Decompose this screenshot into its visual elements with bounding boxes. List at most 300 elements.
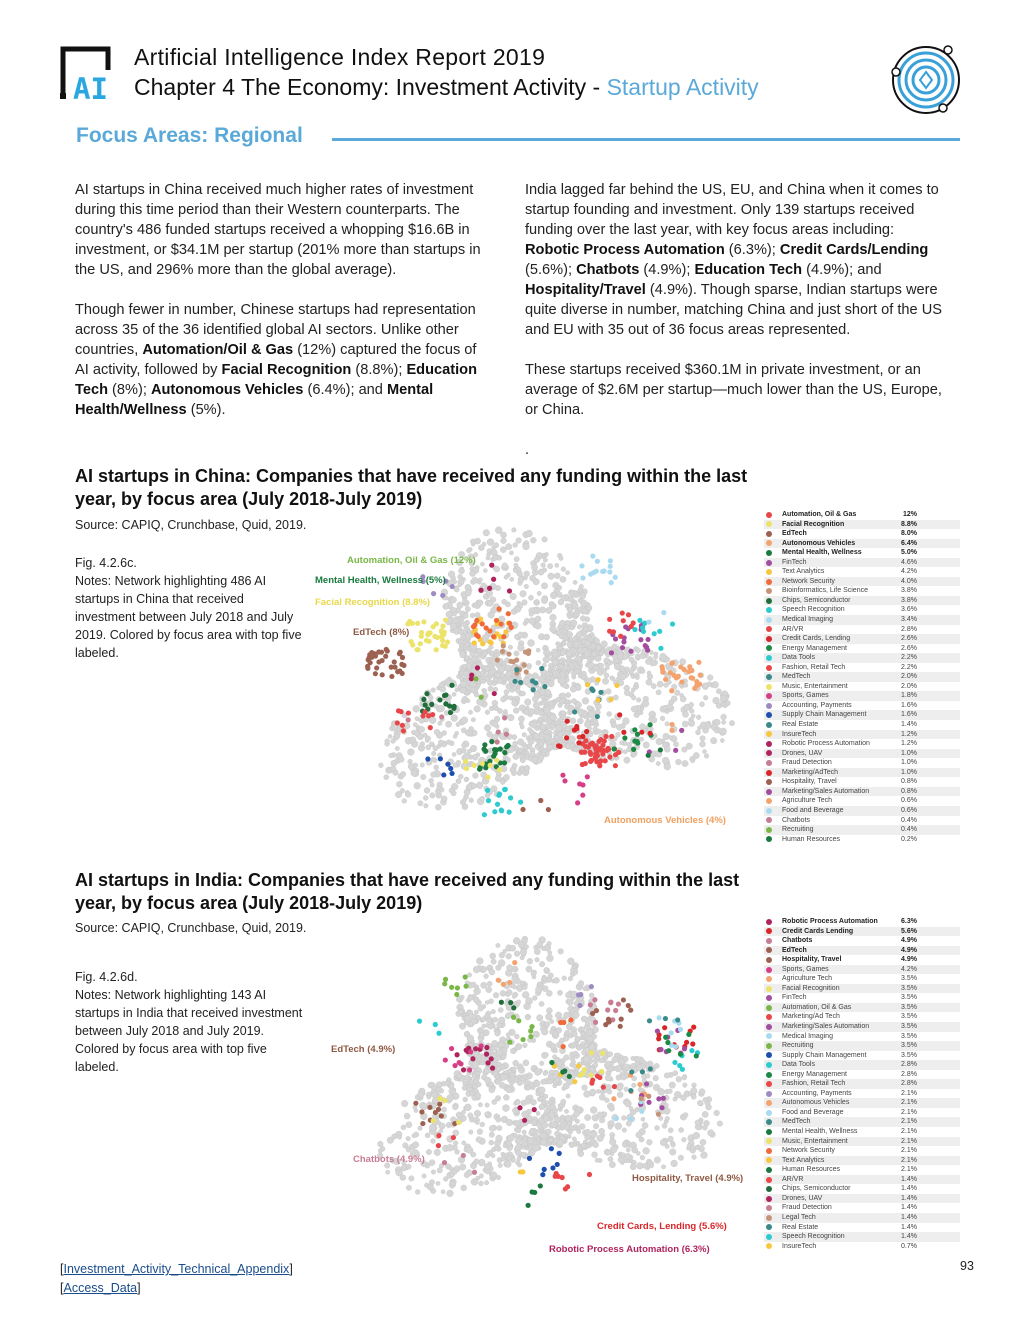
highlighted-node	[555, 1162, 560, 1167]
network-node	[532, 696, 538, 702]
highlighted-node	[437, 697, 442, 702]
highlighted-node	[373, 671, 378, 676]
legend-label: Food and Beverage	[782, 806, 844, 814]
legend-color-dot	[766, 789, 772, 795]
highlighted-node	[658, 646, 663, 651]
legend-item	[764, 1041, 960, 1051]
network-node	[530, 1128, 535, 1133]
network-node	[478, 1181, 483, 1186]
highlighted-node	[550, 1165, 555, 1170]
network-node	[521, 691, 526, 696]
legend-color-dot	[766, 1005, 772, 1011]
network-node	[702, 1111, 708, 1117]
legend-value: 5.6%	[901, 927, 917, 935]
network-node	[502, 599, 507, 604]
network-node	[543, 645, 547, 649]
highlighted-node	[594, 569, 599, 574]
network-node	[674, 690, 680, 696]
network-node	[528, 595, 533, 600]
network-node	[550, 626, 557, 633]
highlighted-node	[542, 1167, 547, 1172]
legend-item	[764, 1070, 960, 1080]
network-node	[700, 736, 705, 741]
network-node	[718, 729, 723, 734]
highlighted-node	[520, 1169, 525, 1174]
network-node	[478, 1006, 484, 1012]
legend-item	[764, 701, 960, 711]
network-node	[488, 1023, 494, 1029]
legend-color-dot	[766, 1110, 772, 1116]
legend-item	[764, 777, 960, 787]
legend-label: Fashion, Retail Tech	[782, 1080, 846, 1088]
highlighted-node	[443, 701, 448, 706]
legend-color-dot	[766, 703, 772, 709]
legend-value: 2.1%	[901, 1166, 917, 1174]
network-node	[489, 1140, 494, 1145]
network-node	[537, 1015, 543, 1021]
legend-item	[764, 663, 960, 673]
legend-color-dot	[766, 521, 772, 527]
legend-value: 2.8%	[901, 1080, 917, 1088]
highlighted-node	[696, 660, 701, 665]
network-node	[673, 1071, 678, 1076]
highlighted-node	[449, 1046, 454, 1051]
network-node	[662, 757, 669, 764]
network-node	[568, 604, 572, 608]
legend-label: MedTech	[782, 673, 811, 681]
network-node	[548, 973, 553, 978]
legend-label: Sports, Games	[782, 692, 829, 700]
network-node	[492, 682, 496, 686]
china-chart-title: AI startups in China: Companies that have received any funding within the last year, by focus area (July 2018-July 2019)	[75, 466, 748, 509]
network-node	[658, 1116, 662, 1120]
network-node	[504, 575, 508, 579]
network-node	[568, 596, 574, 602]
highlighted-node	[463, 984, 468, 989]
network-node	[531, 971, 536, 976]
network-node	[476, 958, 483, 965]
highlighted-node	[492, 751, 497, 756]
highlighted-node	[473, 676, 478, 681]
highlighted-node	[660, 670, 665, 675]
highlighted-node	[426, 639, 431, 644]
network-node	[477, 1129, 483, 1135]
network-node	[470, 571, 476, 577]
highlighted-node	[588, 1002, 593, 1007]
technical-appendix-link[interactable]: Investment_Activity_Technical_Appendix	[63, 1262, 290, 1276]
legend-color-dot	[766, 569, 772, 575]
network-node	[478, 545, 484, 551]
network-node	[510, 945, 516, 951]
highlighted-node	[572, 727, 577, 732]
text-segment: India lagged far behind the US, EU, and China when it comes to startup founding and investment. Only 139 startups received funding over the last year, with key focus areas including:	[525, 182, 939, 238]
network-node	[464, 642, 469, 647]
network-node	[462, 798, 466, 802]
legend-item	[764, 758, 960, 768]
highlighted-node	[442, 693, 447, 698]
network-node	[630, 1164, 636, 1170]
access-data-link[interactable]: Access_Data	[63, 1281, 138, 1295]
legend-color-dot	[766, 957, 772, 963]
network-node	[531, 564, 537, 570]
highlighted-node	[628, 1008, 633, 1013]
network-node	[564, 1109, 568, 1113]
network-node	[642, 1163, 647, 1168]
network-node	[632, 1083, 637, 1088]
network-node	[517, 1075, 521, 1079]
legend-color-dot	[766, 722, 772, 728]
network-node	[593, 1054, 597, 1058]
network-node	[498, 1042, 504, 1048]
highlighted-node	[440, 593, 445, 598]
network-node	[498, 666, 505, 673]
highlighted-node	[572, 1079, 577, 1084]
network-node	[554, 1116, 560, 1122]
highlighted-node	[467, 1067, 472, 1072]
network-node	[464, 1075, 469, 1080]
highlighted-node	[646, 619, 651, 624]
network-node	[729, 720, 734, 725]
network-node	[506, 965, 512, 971]
legend-item	[764, 1156, 960, 1166]
network-node	[395, 746, 399, 750]
network-node	[438, 721, 442, 725]
highlighted-node	[455, 985, 460, 990]
network-node	[504, 689, 509, 694]
network-node	[468, 1113, 473, 1118]
legend-item	[764, 567, 960, 577]
highlighted-node	[658, 1047, 663, 1052]
network-node	[539, 710, 545, 716]
network-node	[539, 1001, 544, 1006]
network-node	[653, 1075, 659, 1081]
highlighted-node	[385, 648, 390, 653]
network-node	[506, 1087, 512, 1093]
highlighted-node	[577, 781, 582, 786]
india-label-rpa: Robotic Process Automation (6.3%)	[549, 1244, 710, 1255]
network-node	[542, 977, 546, 981]
bold-term: Hospitality/Travel	[525, 282, 646, 298]
network-node	[447, 1190, 454, 1197]
legend-item	[764, 984, 960, 994]
network-node	[691, 1094, 696, 1099]
network-node	[537, 1137, 541, 1141]
highlighted-node	[506, 651, 511, 656]
legend-item	[764, 955, 960, 965]
legend-label: Energy Management	[782, 1070, 847, 1078]
legend-item	[764, 1089, 960, 1099]
network-node	[576, 632, 582, 638]
network-node	[550, 614, 557, 621]
network-node	[495, 1031, 501, 1037]
network-node	[514, 951, 520, 957]
network-node	[635, 648, 640, 653]
legend-color-dot	[766, 1157, 772, 1163]
network-node	[664, 763, 671, 770]
network-node	[573, 590, 577, 594]
network-node	[530, 751, 536, 757]
network-node	[485, 1153, 490, 1158]
network-node	[585, 1129, 590, 1134]
legend-color-dot	[766, 1033, 772, 1039]
network-node	[512, 700, 518, 706]
china-source: Source: CAPIQ, Crunchbase, Quid, 2019.	[75, 518, 307, 532]
network-node	[560, 710, 565, 715]
legend-color-dot	[766, 967, 772, 973]
network-node	[586, 1029, 593, 1036]
highlighted-node	[494, 618, 499, 623]
network-node	[536, 1111, 540, 1115]
highlighted-node	[599, 1069, 604, 1074]
legend-item	[764, 1242, 960, 1252]
legend-item	[764, 682, 960, 692]
highlighted-node	[644, 1081, 649, 1086]
network-node	[453, 1141, 458, 1146]
legend-value: 3.8%	[901, 596, 917, 604]
legend-value: 1.4%	[901, 1233, 917, 1241]
highlighted-node	[619, 1017, 624, 1022]
network-node	[476, 1137, 482, 1143]
network-node	[431, 688, 436, 693]
network-node	[573, 1011, 579, 1017]
network-node	[441, 1190, 445, 1194]
network-node	[544, 634, 550, 640]
highlighted-node	[614, 1116, 619, 1121]
china-notes-text: Notes: Network highlighting 486 AI startups in China that received investment between July 2018 and July 2019. Colored by focus area with top five labeled.	[75, 574, 302, 660]
network-node	[458, 583, 462, 587]
legend-label: Text Analytics	[782, 1156, 825, 1164]
network-node	[419, 718, 425, 724]
highlighted-node	[572, 709, 577, 714]
network-node	[478, 1057, 482, 1061]
highlighted-node	[484, 1051, 489, 1056]
highlighted-node	[607, 629, 612, 634]
network-node	[480, 796, 485, 801]
network-node	[583, 627, 588, 632]
network-node	[570, 686, 576, 692]
network-node	[688, 720, 694, 726]
network-node	[474, 1159, 479, 1164]
text-segment: (6.3%);	[724, 242, 780, 258]
network-node	[561, 1099, 566, 1104]
highlighted-node	[484, 625, 489, 630]
legend-color-dot	[766, 598, 772, 604]
highlighted-node	[497, 767, 502, 772]
network-node	[699, 741, 705, 747]
network-node	[485, 666, 490, 671]
legend-item	[764, 796, 960, 806]
network-node	[635, 676, 639, 680]
highlighted-node	[690, 1041, 695, 1046]
highlighted-node	[597, 763, 602, 768]
network-node	[418, 1091, 424, 1097]
highlighted-node	[369, 655, 374, 660]
network-node	[489, 651, 495, 657]
highlighted-node	[647, 1018, 652, 1023]
network-node	[572, 1137, 576, 1141]
network-node	[632, 1147, 638, 1153]
network-node	[527, 665, 531, 669]
highlighted-node	[568, 1017, 573, 1022]
network-node	[682, 1075, 687, 1080]
network-node	[584, 1091, 591, 1098]
legend-color-dot	[766, 588, 772, 594]
highlighted-node	[598, 758, 603, 763]
network-node	[468, 995, 473, 1000]
network-node	[496, 1117, 501, 1122]
highlighted-node	[567, 1074, 572, 1079]
network-node	[506, 1119, 513, 1126]
legend-value: 12%	[902, 511, 917, 518]
legend-value: 0.8%	[901, 778, 917, 786]
legend-label: Hospitality, Travel	[782, 956, 842, 964]
highlighted-node	[507, 980, 512, 985]
legend-item	[764, 653, 960, 663]
network-node	[661, 1165, 665, 1169]
highlighted-node	[593, 1020, 598, 1025]
legend-item	[764, 816, 960, 826]
chapter-icon	[888, 42, 964, 118]
network-node	[624, 690, 630, 696]
legend-item	[764, 1223, 960, 1233]
highlighted-node	[415, 647, 420, 652]
network-node	[492, 555, 498, 561]
network-node	[566, 692, 571, 697]
highlighted-node	[663, 677, 668, 682]
network-node	[447, 1095, 454, 1102]
legend-label: AR/VR	[782, 625, 804, 633]
network-node	[554, 573, 560, 579]
network-node	[489, 1132, 494, 1137]
legend-color-dot	[766, 674, 772, 680]
network-node	[520, 981, 524, 985]
highlighted-node	[398, 650, 403, 655]
highlighted-node	[622, 735, 627, 740]
highlighted-node	[603, 1022, 608, 1027]
network-node	[581, 1032, 585, 1036]
network-node	[571, 1043, 576, 1048]
legend-value: 1.4%	[901, 1213, 917, 1221]
network-node	[469, 1130, 473, 1134]
india-label-credit-cards: Credit Cards, Lending (5.6%)	[597, 1221, 727, 1232]
network-node	[570, 1056, 575, 1061]
highlighted-node	[508, 795, 513, 800]
network-node	[429, 742, 433, 746]
highlighted-node	[502, 750, 507, 755]
legend-color-dot	[766, 1072, 772, 1078]
network-node	[565, 671, 569, 675]
network-node	[518, 577, 524, 583]
network-node	[549, 1070, 554, 1075]
highlighted-node	[439, 1113, 444, 1118]
highlighted-node	[401, 728, 406, 733]
legend-color-dot	[766, 741, 772, 747]
network-node	[582, 697, 589, 704]
highlighted-node	[560, 1069, 565, 1074]
highlighted-node	[613, 752, 618, 757]
legend-label: Supply Chain Management	[782, 1051, 867, 1059]
network-node	[567, 641, 573, 647]
network-node	[643, 742, 650, 749]
legend-value: 2.2%	[901, 654, 917, 662]
network-node	[584, 651, 590, 657]
network-node	[610, 1146, 617, 1153]
network-node	[609, 1162, 615, 1168]
china-label-mental-health: Mental Health, Wellness (5%)	[315, 575, 446, 586]
highlighted-node	[415, 621, 420, 626]
network-node	[656, 690, 661, 695]
legend-color-dot	[766, 1224, 772, 1230]
network-node	[418, 801, 423, 806]
legend-value: 1.6%	[901, 701, 917, 709]
network-node	[590, 1131, 597, 1138]
network-node	[679, 1127, 684, 1132]
network-node	[513, 708, 519, 714]
network-node	[541, 1028, 548, 1035]
network-node	[500, 547, 506, 553]
network-node	[506, 671, 512, 677]
legend-item	[764, 615, 960, 625]
legend-color-dot	[766, 560, 772, 566]
legend-label: Credit Cards Lending	[782, 927, 854, 935]
highlighted-node	[594, 1008, 599, 1013]
network-node	[494, 566, 500, 572]
highlighted-node	[516, 1018, 521, 1023]
network-node	[538, 676, 545, 683]
network-node	[560, 650, 566, 656]
legend-color-dot	[766, 986, 772, 992]
legend-label: Data Tools	[782, 1061, 815, 1069]
network-node	[463, 753, 470, 760]
network-node	[522, 1043, 527, 1048]
highlighted-node	[383, 654, 388, 659]
highlighted-node	[492, 691, 497, 696]
network-node	[490, 953, 496, 959]
bold-term: Automation/Oil & Gas	[142, 342, 294, 358]
highlighted-node	[546, 807, 551, 812]
highlighted-node	[612, 1084, 617, 1089]
highlighted-node	[589, 1073, 594, 1078]
network-node	[616, 732, 621, 737]
legend-item	[764, 768, 960, 778]
legend-label: Food and Beverage	[782, 1108, 844, 1116]
text-segment: (4.9%). Though sparse, Indian startups were quite diverse in number, matching China and just short of the US and EU with 35 out of 36 focus areas represented.	[525, 282, 942, 338]
network-node	[541, 597, 547, 603]
network-node	[525, 1099, 531, 1105]
network-node	[472, 656, 478, 662]
network-node	[437, 1168, 443, 1174]
network-node	[396, 1169, 403, 1176]
network-node	[491, 549, 497, 555]
legend-value: 2.2%	[901, 663, 917, 671]
legend-label: Data Tools	[782, 654, 815, 662]
network-node	[660, 653, 667, 660]
highlighted-node	[452, 1063, 457, 1068]
legend-item	[764, 720, 960, 730]
network-node	[512, 686, 517, 691]
network-node	[420, 742, 425, 747]
network-node	[465, 585, 470, 590]
network-node	[477, 600, 483, 606]
network-node	[682, 747, 688, 753]
highlighted-node	[438, 756, 443, 761]
legend-color-dot	[766, 607, 772, 613]
network-node	[639, 1137, 644, 1142]
network-node	[524, 765, 530, 771]
highlighted-node	[419, 630, 424, 635]
network-node	[518, 1067, 525, 1074]
highlighted-node	[499, 621, 504, 626]
